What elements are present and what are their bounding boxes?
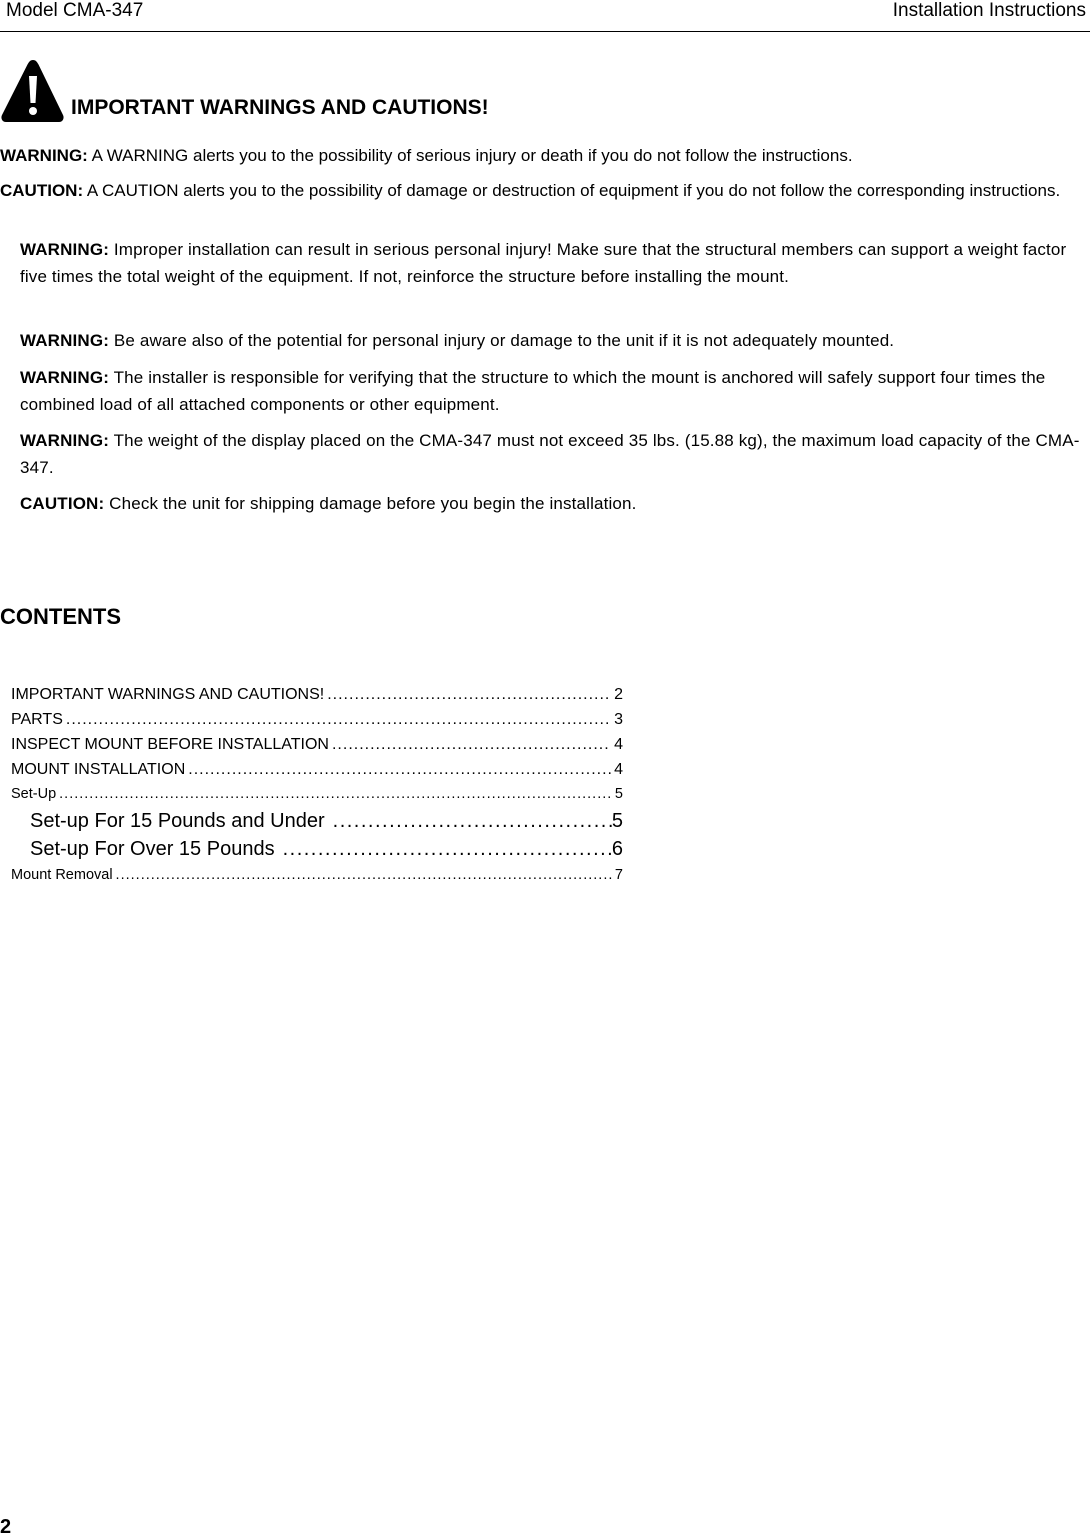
toc-entry[interactable]	[11, 732, 623, 757]
toc-entry-page: 5	[614, 786, 623, 802]
text: A WARNING alerts you to the possibility of serious injury or death if you do not follow the instructions.	[87, 146, 853, 165]
toc-entry-title: Set-Up	[11, 786, 57, 802]
toc-leader	[116, 863, 612, 888]
text: Check the unit for shipping damage before you begin the installation.	[104, 494, 637, 513]
label: WARNING:	[20, 431, 110, 450]
toc-entry[interactable]	[11, 782, 623, 807]
text: A CAUTION alerts you to the possibility of damage or destruction of equipment if you do not follow the corresponding instructions.	[83, 181, 1061, 200]
toc-entry-title: Mount Removal	[11, 867, 113, 883]
toc-entry-page: 4	[614, 736, 623, 753]
contents-title: CONTENTS	[0, 604, 121, 629]
text: The installer is responsible for verifying that the structure to which the mount is anchored will safely support four times the combined load of all attached components or other equipment.	[20, 368, 1046, 414]
caution-definition	[0, 177, 1070, 204]
toc-entry-title: INSPECT MOUNT BEFORE INSTALLATION	[11, 736, 329, 753]
table-of-contents	[11, 682, 623, 888]
page-number: 2	[0, 1516, 12, 1538]
toc-entry[interactable]	[11, 863, 623, 888]
warning-item	[20, 236, 1085, 290]
label: WARNING:	[20, 331, 110, 350]
label: WARNING:	[0, 146, 88, 165]
toc-leader	[333, 807, 612, 835]
toc-entry-title: MOUNT INSTALLATION	[11, 761, 186, 778]
toc-subentry[interactable]	[11, 807, 623, 835]
toc-entry-title: Set-up For 15 Pounds and Under	[30, 810, 325, 832]
header-doc-type: Installation Instructions	[892, 0, 1086, 21]
warnings-title: IMPORTANT WARNINGS AND CAUTIONS!	[71, 96, 489, 119]
page-header	[0, 0, 1090, 32]
label: CAUTION:	[20, 494, 105, 513]
label: CAUTION:	[0, 181, 84, 200]
toc-entry-page: 2	[614, 686, 623, 703]
header-model: Model CMA-347	[6, 0, 144, 21]
toc-entry-page: 7	[614, 867, 623, 883]
toc-entry[interactable]	[11, 682, 623, 707]
warning-item	[20, 364, 1085, 418]
toc-entry[interactable]	[11, 757, 623, 782]
toc-entry-page: 3	[614, 711, 623, 728]
toc-entry[interactable]	[11, 707, 623, 732]
warning-triangle-icon	[0, 58, 66, 124]
toc-entry-title: Set-up For Over 15 Pounds	[30, 838, 275, 860]
toc-entry-title: PARTS	[11, 711, 63, 728]
toc-leader	[59, 782, 612, 807]
text: Improper installation can result in serious personal injury! Make sure that the structural members can support a weight factor five times the total weight of the equipment. If not, reinforce the structure before installing the mount.	[20, 240, 1067, 286]
caution-item	[20, 490, 1085, 517]
toc-entry-title: IMPORTANT WARNINGS AND CAUTIONS!	[11, 686, 325, 703]
toc-subentry[interactable]	[11, 835, 623, 863]
toc-leader	[188, 757, 611, 782]
toc-entry-page: 6	[611, 838, 623, 860]
warning-item	[20, 427, 1085, 481]
toc-leader	[66, 707, 611, 732]
toc-entry-page: 4	[614, 761, 623, 778]
toc-leader	[327, 682, 611, 707]
warning-item	[20, 327, 1085, 354]
label: WARNING:	[20, 368, 110, 387]
warning-definition	[0, 142, 1085, 169]
text: Be aware also of the potential for personal injury or damage to the unit if it is not adequately mounted.	[109, 331, 895, 350]
text: The weight of the display placed on the CMA-347 must not exceed 35 lbs. (15.88 kg), the maximum load capacity of the CMA-347.	[20, 431, 1080, 477]
toc-leader	[332, 732, 611, 757]
toc-leader	[283, 835, 612, 863]
toc-entry-page: 5	[611, 810, 623, 832]
label: WARNING:	[20, 240, 110, 259]
